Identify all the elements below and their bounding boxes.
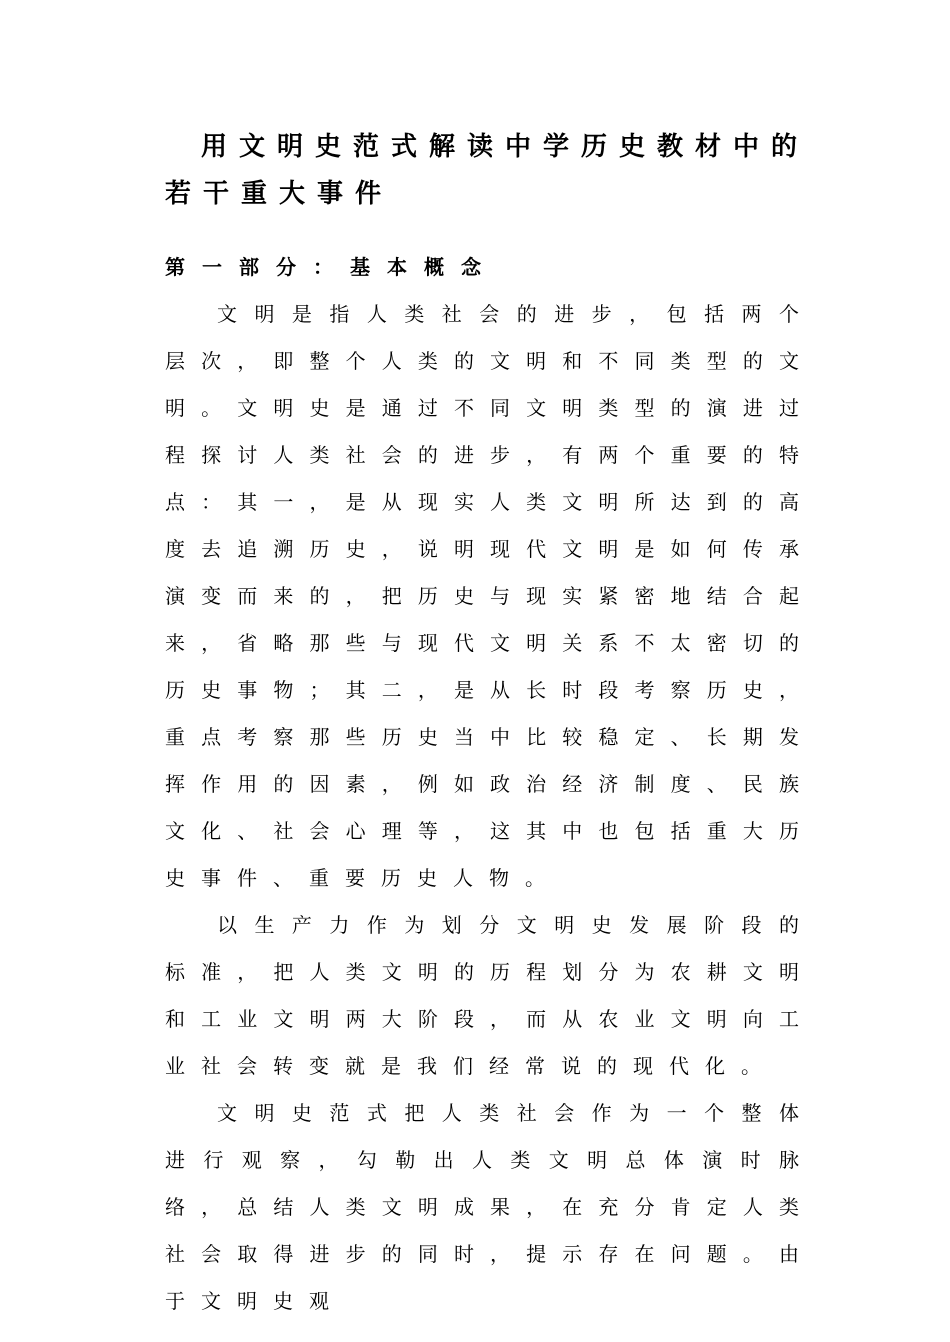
document-title: 用文明史范式解读中学历史教材中的若干重大事件	[165, 132, 810, 209]
paragraph-1: 文明是指人类社会的进步，包括两个层次，即整个人类的文明和不同类型的文明。文明史是通过不同文明类型的演进过程探讨人类社会的进步，有两个重要的特点：其一，是从现实人类文明所达到的高度去追溯历史，说明现代文明是如何传承演变而来的，把历史与现实紧密地结合起来，省略那些与现代文明关系不太密切的历史事物；其二，是从长时段考察历史，重点考察那些历史当中比较稳定、长期发挥作用的因素，例如政治经济制度、民族文化、社会心理等，这其中也包括重大历史事件、重要历史人物。	[165, 302, 815, 890]
document-body	[165, 291, 815, 1325]
section-heading: 第一部分：基本概念	[165, 255, 498, 279]
paragraph-2: 以生产力作为划分文明史发展阶段的标准，把人类文明的历程划分为农耕文明和工业文明两大阶段，而从农业文明向工业社会转变就是我们经常说的现代化。	[165, 913, 815, 1078]
paragraph-3: 文明史范式把人类社会作为一个整体进行观察，勾勒出人类文明总体演时脉络，总结人类文明成果，在充分肯定人类社会取得进步的同时，提示存在问题。由于文明史观	[165, 1101, 815, 1313]
